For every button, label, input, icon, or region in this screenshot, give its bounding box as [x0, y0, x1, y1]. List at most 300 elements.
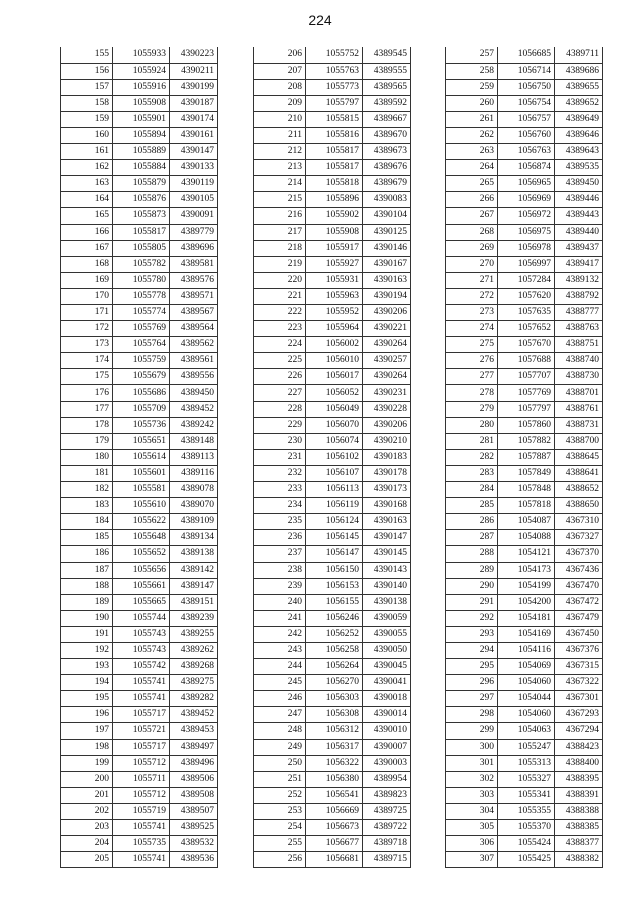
y-coordinate-cell: 4390221: [363, 321, 411, 337]
x-coordinate-cell: 1055817: [306, 160, 363, 176]
point-number-cell: 262: [446, 127, 498, 143]
table-row: [254, 63, 411, 79]
table-row: [446, 530, 603, 546]
x-coordinate-cell: 1055736: [113, 417, 170, 433]
table-row: [254, 240, 411, 256]
x-coordinate-cell: 1055884: [113, 160, 170, 176]
table-row: [446, 852, 603, 868]
x-coordinate-cell: 1057860: [498, 417, 555, 433]
y-coordinate-cell: 4390257: [363, 353, 411, 369]
x-coordinate-cell: 1056017: [306, 369, 363, 385]
table-row: [446, 498, 603, 514]
point-number-cell: 210: [254, 111, 306, 127]
table-row: [254, 127, 411, 143]
x-coordinate-cell: 1057707: [498, 369, 555, 385]
y-coordinate-cell: 4390178: [363, 465, 411, 481]
table-row: [61, 498, 218, 514]
x-coordinate-cell: 1055805: [113, 240, 170, 256]
y-coordinate-cell: 4389652: [555, 95, 603, 111]
y-coordinate-cell: 4389109: [170, 514, 218, 530]
x-coordinate-cell: 1055717: [113, 739, 170, 755]
point-number-cell: 249: [254, 739, 306, 755]
point-number-cell: 162: [61, 160, 113, 176]
y-coordinate-cell: 4388385: [555, 820, 603, 836]
table-row: [446, 578, 603, 594]
table-row: [254, 739, 411, 755]
y-coordinate-cell: 4390125: [363, 224, 411, 240]
point-number-cell: 243: [254, 642, 306, 658]
table-row: [446, 433, 603, 449]
x-coordinate-cell: 1055355: [498, 803, 555, 819]
point-number-cell: 272: [446, 288, 498, 304]
y-coordinate-cell: 4388641: [555, 465, 603, 481]
table-row: [254, 144, 411, 160]
x-coordinate-cell: 1055901: [113, 111, 170, 127]
point-number-cell: 292: [446, 610, 498, 626]
table-row: [61, 240, 218, 256]
y-coordinate-cell: 4390104: [363, 208, 411, 224]
coordinates-table-2: [253, 47, 411, 868]
x-coordinate-cell: 1055752: [306, 47, 363, 63]
x-coordinate-cell: 1054121: [498, 546, 555, 562]
y-coordinate-cell: 4389242: [170, 417, 218, 433]
table-row: [254, 707, 411, 723]
x-coordinate-cell: 1056312: [306, 723, 363, 739]
point-number-cell: 166: [61, 224, 113, 240]
table-row: [61, 256, 218, 272]
y-coordinate-cell: 4388701: [555, 385, 603, 401]
table-row: [254, 675, 411, 691]
point-number-cell: 196: [61, 707, 113, 723]
x-coordinate-cell: 1055773: [306, 79, 363, 95]
x-coordinate-cell: 1056757: [498, 111, 555, 127]
point-number-cell: 209: [254, 95, 306, 111]
x-coordinate-cell: 1054169: [498, 626, 555, 642]
x-coordinate-cell: 1055665: [113, 594, 170, 610]
table-row: [254, 546, 411, 562]
x-coordinate-cell: 1056107: [306, 465, 363, 481]
y-coordinate-cell: 4390119: [170, 176, 218, 192]
table-row: [254, 208, 411, 224]
point-number-cell: 218: [254, 240, 306, 256]
point-number-cell: 242: [254, 626, 306, 642]
y-coordinate-cell: 4390140: [363, 578, 411, 594]
table-row: [254, 449, 411, 465]
y-coordinate-cell: 4389562: [170, 337, 218, 353]
y-coordinate-cell: 4390138: [363, 594, 411, 610]
point-number-cell: 177: [61, 401, 113, 417]
x-coordinate-cell: 1055741: [113, 852, 170, 868]
y-coordinate-cell: 4389679: [363, 176, 411, 192]
y-coordinate-cell: 4388650: [555, 498, 603, 514]
table-row: [61, 659, 218, 675]
y-coordinate-cell: 4389452: [170, 707, 218, 723]
point-number-cell: 293: [446, 626, 498, 642]
point-number-cell: 194: [61, 675, 113, 691]
y-coordinate-cell: 4388731: [555, 417, 603, 433]
table-row: [254, 852, 411, 868]
point-number-cell: 171: [61, 305, 113, 321]
y-coordinate-cell: 4390059: [363, 610, 411, 626]
x-coordinate-cell: 1054060: [498, 707, 555, 723]
point-number-cell: 227: [254, 385, 306, 401]
point-number-cell: 184: [61, 514, 113, 530]
y-coordinate-cell: 4390041: [363, 675, 411, 691]
table-row: [446, 127, 603, 143]
point-number-cell: 191: [61, 626, 113, 642]
point-number-cell: 215: [254, 192, 306, 208]
table-row: [446, 449, 603, 465]
y-coordinate-cell: 4367322: [555, 675, 603, 691]
x-coordinate-cell: 1057284: [498, 272, 555, 288]
x-coordinate-cell: 1055817: [113, 224, 170, 240]
point-number-cell: 170: [61, 288, 113, 304]
point-number-cell: 282: [446, 449, 498, 465]
y-coordinate-cell: 4389545: [363, 47, 411, 63]
x-coordinate-cell: 1056763: [498, 144, 555, 160]
x-coordinate-cell: 1054173: [498, 562, 555, 578]
x-coordinate-cell: 1055661: [113, 578, 170, 594]
point-number-cell: 264: [446, 160, 498, 176]
point-number-cell: 174: [61, 353, 113, 369]
x-coordinate-cell: 1056270: [306, 675, 363, 691]
table-row: [254, 642, 411, 658]
y-coordinate-cell: 4389655: [555, 79, 603, 95]
x-coordinate-cell: 1056258: [306, 642, 363, 658]
point-number-cell: 176: [61, 385, 113, 401]
point-number-cell: 192: [61, 642, 113, 658]
point-number-cell: 280: [446, 417, 498, 433]
y-coordinate-cell: 4389138: [170, 546, 218, 562]
y-coordinate-cell: 4389440: [555, 224, 603, 240]
x-coordinate-cell: 1055778: [113, 288, 170, 304]
x-coordinate-cell: 1055581: [113, 482, 170, 498]
x-coordinate-cell: 1055686: [113, 385, 170, 401]
table-row: [254, 578, 411, 594]
point-number-cell: 197: [61, 723, 113, 739]
point-number-cell: 182: [61, 482, 113, 498]
point-number-cell: 288: [446, 546, 498, 562]
point-number-cell: 235: [254, 514, 306, 530]
table-row: [446, 176, 603, 192]
table-row: [446, 755, 603, 771]
point-number-cell: 258: [446, 63, 498, 79]
x-coordinate-cell: 1055931: [306, 272, 363, 288]
table-row: [61, 449, 218, 465]
y-coordinate-cell: 4367436: [555, 562, 603, 578]
y-coordinate-cell: 4390168: [363, 498, 411, 514]
y-coordinate-cell: 4390231: [363, 385, 411, 401]
table-row: [61, 771, 218, 787]
point-number-cell: 198: [61, 739, 113, 755]
point-number-cell: 228: [254, 401, 306, 417]
x-coordinate-cell: 1056010: [306, 353, 363, 369]
y-coordinate-cell: 4388382: [555, 852, 603, 868]
table-row: [254, 176, 411, 192]
point-number-cell: 221: [254, 288, 306, 304]
point-number-cell: 255: [254, 836, 306, 852]
point-number-cell: 305: [446, 820, 498, 836]
x-coordinate-cell: 1057620: [498, 288, 555, 304]
point-number-cell: 260: [446, 95, 498, 111]
table-row: [61, 417, 218, 433]
x-coordinate-cell: 1056002: [306, 337, 363, 353]
y-coordinate-cell: 4390133: [170, 160, 218, 176]
y-coordinate-cell: 4390264: [363, 337, 411, 353]
x-coordinate-cell: 1056153: [306, 578, 363, 594]
y-coordinate-cell: 4390187: [170, 95, 218, 111]
table-row: [254, 626, 411, 642]
x-coordinate-cell: 1057635: [498, 305, 555, 321]
point-number-cell: 257: [446, 47, 498, 63]
table-row: [61, 401, 218, 417]
table-row: [61, 321, 218, 337]
table-row: [254, 659, 411, 675]
point-number-cell: 205: [61, 852, 113, 868]
point-number-cell: 298: [446, 707, 498, 723]
x-coordinate-cell: 1055651: [113, 433, 170, 449]
point-number-cell: 211: [254, 127, 306, 143]
point-number-cell: 296: [446, 675, 498, 691]
point-number-cell: 268: [446, 224, 498, 240]
table-row: [446, 144, 603, 160]
point-number-cell: 223: [254, 321, 306, 337]
x-coordinate-cell: 1055879: [113, 176, 170, 192]
x-coordinate-cell: 1055656: [113, 562, 170, 578]
point-number-cell: 157: [61, 79, 113, 95]
y-coordinate-cell: 4389711: [555, 47, 603, 63]
point-number-cell: 236: [254, 530, 306, 546]
y-coordinate-cell: 4389592: [363, 95, 411, 111]
table-row: [61, 546, 218, 562]
coordinates-table-1: [60, 47, 218, 868]
y-coordinate-cell: 4390091: [170, 208, 218, 224]
point-number-cell: 179: [61, 433, 113, 449]
table-row: [61, 610, 218, 626]
table-row: [254, 723, 411, 739]
x-coordinate-cell: 1055614: [113, 449, 170, 465]
x-coordinate-cell: 1056681: [306, 852, 363, 868]
x-coordinate-cell: 1056750: [498, 79, 555, 95]
y-coordinate-cell: 4390007: [363, 739, 411, 755]
table-row: [446, 47, 603, 63]
point-number-cell: 230: [254, 433, 306, 449]
y-coordinate-cell: 4390211: [170, 63, 218, 79]
point-number-cell: 220: [254, 272, 306, 288]
point-number-cell: 275: [446, 337, 498, 353]
y-coordinate-cell: 4367370: [555, 546, 603, 562]
point-number-cell: 224: [254, 337, 306, 353]
point-number-cell: 203: [61, 820, 113, 836]
table-row: [61, 288, 218, 304]
point-number-cell: 155: [61, 47, 113, 63]
y-coordinate-cell: 4389255: [170, 626, 218, 642]
y-coordinate-cell: 4390210: [363, 433, 411, 449]
table-row: [446, 385, 603, 401]
x-coordinate-cell: 1054199: [498, 578, 555, 594]
point-number-cell: 163: [61, 176, 113, 192]
table-row: [446, 482, 603, 498]
y-coordinate-cell: 4367470: [555, 578, 603, 594]
y-coordinate-cell: 4389954: [363, 771, 411, 787]
table-row: [61, 272, 218, 288]
x-coordinate-cell: 1055763: [306, 63, 363, 79]
point-number-cell: 213: [254, 160, 306, 176]
table-row: [254, 755, 411, 771]
x-coordinate-cell: 1055816: [306, 127, 363, 143]
table-row: [254, 514, 411, 530]
y-coordinate-cell: 4388761: [555, 401, 603, 417]
x-coordinate-cell: 1055916: [113, 79, 170, 95]
point-number-cell: 189: [61, 594, 113, 610]
x-coordinate-cell: 1055679: [113, 369, 170, 385]
point-number-cell: 276: [446, 353, 498, 369]
x-coordinate-cell: 1055601: [113, 465, 170, 481]
table-row: [254, 385, 411, 401]
y-coordinate-cell: 4389142: [170, 562, 218, 578]
point-number-cell: 185: [61, 530, 113, 546]
table-row: [446, 610, 603, 626]
x-coordinate-cell: 1055743: [113, 642, 170, 658]
x-coordinate-cell: 1055741: [113, 675, 170, 691]
table-row: [446, 321, 603, 337]
x-coordinate-cell: 1056714: [498, 63, 555, 79]
table-row: [254, 401, 411, 417]
point-number-cell: 304: [446, 803, 498, 819]
x-coordinate-cell: 1055764: [113, 337, 170, 353]
y-coordinate-cell: 4389564: [170, 321, 218, 337]
table-row: [61, 305, 218, 321]
y-coordinate-cell: 4390018: [363, 691, 411, 707]
table-row: [446, 675, 603, 691]
y-coordinate-cell: 4389567: [170, 305, 218, 321]
table-row: [446, 63, 603, 79]
x-coordinate-cell: 1055610: [113, 498, 170, 514]
x-coordinate-cell: 1055744: [113, 610, 170, 626]
table-row: [61, 755, 218, 771]
y-coordinate-cell: 4389649: [555, 111, 603, 127]
table-row: [446, 401, 603, 417]
point-number-cell: 259: [446, 79, 498, 95]
table-row: [446, 594, 603, 610]
x-coordinate-cell: 1057688: [498, 353, 555, 369]
y-coordinate-cell: 4389718: [363, 836, 411, 852]
y-coordinate-cell: 4367301: [555, 691, 603, 707]
table-row: [446, 337, 603, 353]
x-coordinate-cell: 1056969: [498, 192, 555, 208]
y-coordinate-cell: 4388763: [555, 321, 603, 337]
x-coordinate-cell: 1054087: [498, 514, 555, 530]
point-number-cell: 158: [61, 95, 113, 111]
x-coordinate-cell: 1055742: [113, 659, 170, 675]
table-row: [446, 723, 603, 739]
x-coordinate-cell: 1054044: [498, 691, 555, 707]
x-coordinate-cell: 1055743: [113, 626, 170, 642]
x-coordinate-cell: 1055952: [306, 305, 363, 321]
y-coordinate-cell: 4390264: [363, 369, 411, 385]
point-number-cell: 231: [254, 449, 306, 465]
point-number-cell: 217: [254, 224, 306, 240]
table-row: [254, 803, 411, 819]
x-coordinate-cell: 1055963: [306, 288, 363, 304]
table-row: [446, 771, 603, 787]
x-coordinate-cell: 1056975: [498, 224, 555, 240]
y-coordinate-cell: 4389555: [363, 63, 411, 79]
table-row: [61, 385, 218, 401]
x-coordinate-cell: 1054088: [498, 530, 555, 546]
table-row: [446, 160, 603, 176]
table-row: [254, 337, 411, 353]
y-coordinate-cell: 4389670: [363, 127, 411, 143]
y-coordinate-cell: 4367310: [555, 514, 603, 530]
y-coordinate-cell: 4389078: [170, 482, 218, 498]
x-coordinate-cell: 1057848: [498, 482, 555, 498]
x-coordinate-cell: 1056303: [306, 691, 363, 707]
point-number-cell: 302: [446, 771, 498, 787]
table-row: [254, 288, 411, 304]
y-coordinate-cell: 4389536: [170, 852, 218, 868]
y-coordinate-cell: 4389417: [555, 256, 603, 272]
y-coordinate-cell: 4388751: [555, 337, 603, 353]
x-coordinate-cell: 1055964: [306, 321, 363, 337]
x-coordinate-cell: 1055774: [113, 305, 170, 321]
table-row: [61, 562, 218, 578]
point-number-cell: 290: [446, 578, 498, 594]
table-row: [446, 803, 603, 819]
x-coordinate-cell: 1056541: [306, 787, 363, 803]
point-number-cell: 202: [61, 803, 113, 819]
point-number-cell: 226: [254, 369, 306, 385]
table-row: [446, 256, 603, 272]
y-coordinate-cell: 4388700: [555, 433, 603, 449]
y-coordinate-cell: 4390014: [363, 707, 411, 723]
y-coordinate-cell: 4389450: [170, 385, 218, 401]
y-coordinate-cell: 4389576: [170, 272, 218, 288]
y-coordinate-cell: 4389147: [170, 578, 218, 594]
y-coordinate-cell: 4390143: [363, 562, 411, 578]
y-coordinate-cell: 4388792: [555, 288, 603, 304]
x-coordinate-cell: 1056673: [306, 820, 363, 836]
point-number-cell: 161: [61, 144, 113, 160]
y-coordinate-cell: 4367315: [555, 659, 603, 675]
y-coordinate-cell: 4389556: [170, 369, 218, 385]
y-coordinate-cell: 4389535: [555, 160, 603, 176]
table-row: [61, 465, 218, 481]
point-number-cell: 297: [446, 691, 498, 707]
point-number-cell: 190: [61, 610, 113, 626]
table-row: [254, 47, 411, 63]
coordinates-table-3: [445, 47, 603, 868]
x-coordinate-cell: 1055902: [306, 208, 363, 224]
table-row: [61, 739, 218, 755]
point-number-cell: 270: [446, 256, 498, 272]
point-number-cell: 193: [61, 659, 113, 675]
point-number-cell: 271: [446, 272, 498, 288]
table-row: [254, 272, 411, 288]
table-row: [61, 578, 218, 594]
x-coordinate-cell: 1055917: [306, 240, 363, 256]
point-number-cell: 212: [254, 144, 306, 160]
x-coordinate-cell: 1055815: [306, 111, 363, 127]
table-row: [61, 803, 218, 819]
table-row: [61, 594, 218, 610]
table-row: [254, 820, 411, 836]
point-number-cell: 173: [61, 337, 113, 353]
y-coordinate-cell: 4388652: [555, 482, 603, 498]
point-number-cell: 247: [254, 707, 306, 723]
x-coordinate-cell: 1056102: [306, 449, 363, 465]
x-coordinate-cell: 1056317: [306, 739, 363, 755]
